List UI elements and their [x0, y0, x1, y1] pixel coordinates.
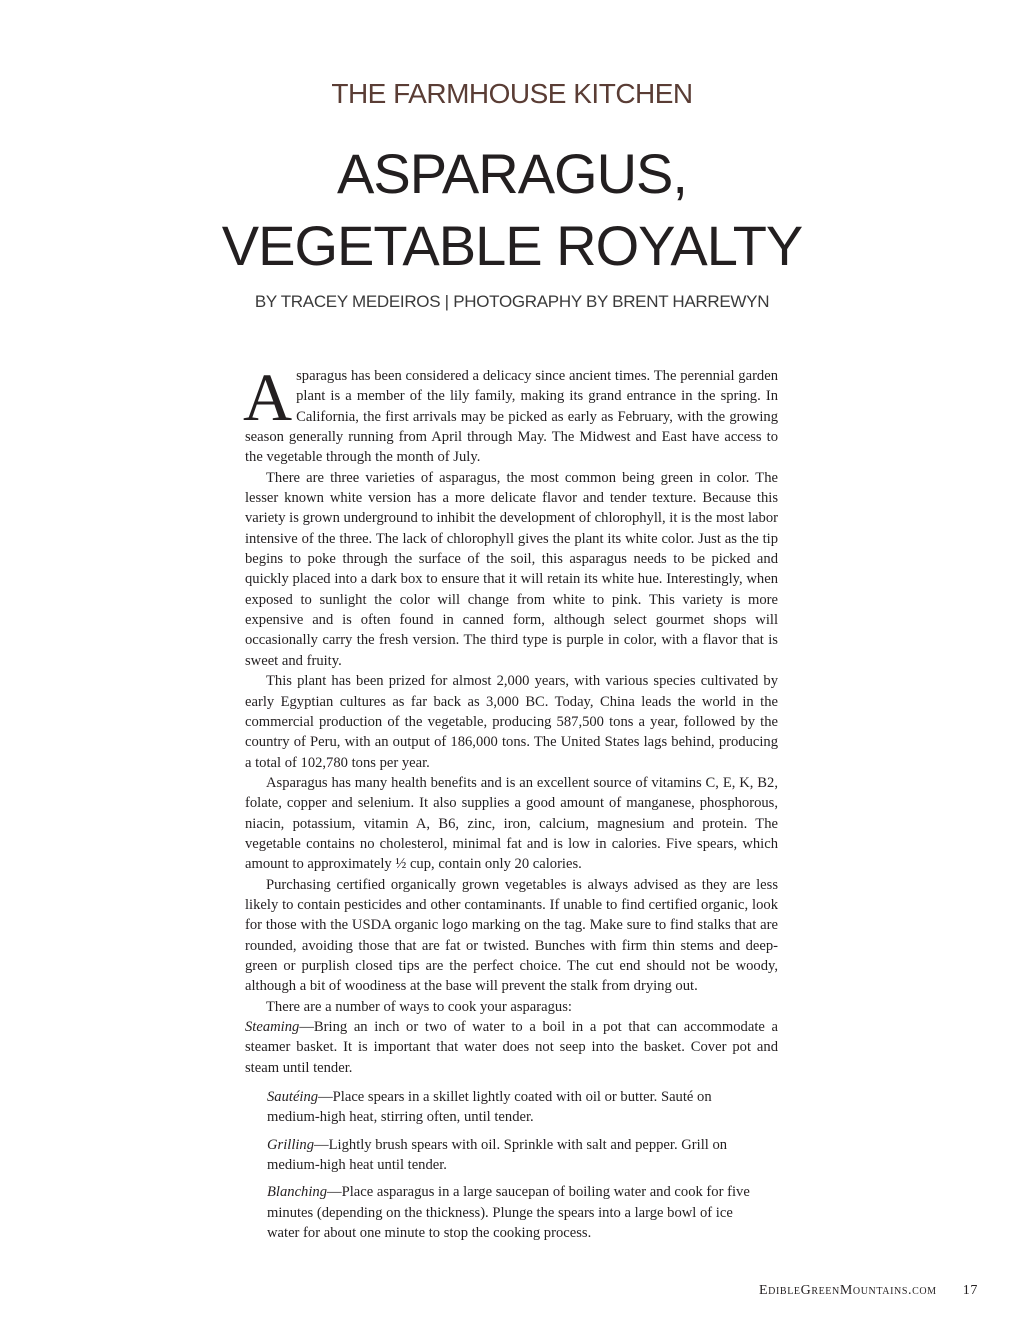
footer-website: EdibleGreenMountains.com [759, 1283, 937, 1298]
paragraph-purchasing: Purchasing certified organically grown vegetables is always advised as they are less likely to contain pesticides and other contaminants. If unable to find certified organic, look for those with the USDA organic logo marking on the tag. Make sure to find stalks that are rounded, avoiding those that are fat or twisted. Bunches with firm thin stems and deep-green or purplish closed tips are the perfect choice. The cut end should not be woody, although a bit of woodiness at the base will prevent the stalk from drying out. [245, 876, 778, 995]
section-label: THE FARMHOUSE KITCHEN [331, 78, 693, 109]
paragraph-health: Asparagus has many health benefits and is an excellent source of vitamins C, E, K, B2, folate, copper and selenium. It also supplies a good amount of manganese, phosphorous, niacin, potassium, vitamin A, B6, zinc, iron, calcium, magnesium and protein. The vegetable contains no cholesterol, minimal fat and is low in calories. Five spears, which amount to approximately ½ cup, contain only 20 calories. [245, 774, 778, 873]
method-text: —Place spears in a skillet lightly coated with oil or butter. Sauté on medium-high heat, stirring often, until tender. [267, 1089, 712, 1126]
article-title-line-2: VEGETABLE ROYALTY [221, 214, 803, 277]
method-blanching [267, 1182, 767, 1243]
method-steaming-text: —Bring an inch or two of water to a boil in a pot that can accommodate a steamer basket. It is important that water does not seep into the basket. Cover pot and steam until tender. [245, 1019, 778, 1076]
drop-cap: A [243, 359, 293, 435]
article-title [0, 138, 1024, 282]
method-grilling [267, 1135, 767, 1176]
article-title-line-1: ASPARAGUS, [337, 142, 687, 205]
method-steaming [245, 1017, 778, 1078]
method-steaming-label: Steaming [245, 1019, 300, 1035]
page-number: 17 [962, 1283, 978, 1298]
paragraph-cooking-intro: There are a number of ways to cook your asparagus: [266, 998, 572, 1015]
method-text: —Place asparagus in a large saucepan of boiling water and cook for five minutes (depending on the thickness). Plunge the spears into a large bowl of ice water for about one minute to stop the cooking process. [267, 1184, 750, 1242]
method-text: —Lightly brush spears with oil. Sprinkle with salt and pepper. Grill on medium-high heat until tender. [267, 1136, 728, 1174]
cooking-methods-list [267, 1087, 767, 1250]
method-label: Blanching [267, 1184, 327, 1201]
method-sauteing [267, 1087, 767, 1128]
method-label: Sautéing [267, 1089, 319, 1105]
page-footer [759, 1283, 978, 1299]
byline: BY TRACEY MEDEIROS | PHOTOGRAPHY BY BRENT HARREWYN [254, 292, 770, 311]
paragraph-varieties: There are three varieties of asparagus, the most common being green in color. The lesser known white version has a more delicate flavor and tender texture. Because this variety is grown underground to inhibit the development of chlorophyll, it is the most labor intensive of the three. The lack of chlorophyll gives the plant its white color. Just as the tip begins to poke through the surface of the soil, this asparagus needs to be picked and quickly placed into a dark box to ensure that it will retain its white hue. Interestingly, when exposed to sunlight the color will change from white to pink. This variety is more expensive and is often found in canned form, although select gourmet shops will occasionally carry the fresh version. The third type is purple in color, with a flavor that is sweet and fruity. [245, 469, 778, 669]
paragraph-history: This plant has been prized for almost 2,000 years, with various species cultivated by early Egyptian cultures as far back as 3,000 BC. Today, China leads the world in the commercial production of the vegetable, producing 587,500 tons a year, followed by the country of Peru, with an output of 186,000 tons. The United States lags behind, producing a total of 102,780 tons per year. [245, 673, 778, 771]
paragraph-intro [243, 359, 778, 468]
method-label: Grilling [267, 1136, 315, 1153]
article-body [243, 359, 778, 1078]
paragraph-intro-text: sparagus has been considered a delicacy since ancient times. The perennial garden plant is a member of the lily family, making its grand entrance in the spring. In California, the first arrivals may be picked as early as February, with the growing season generally running from April through May. The Midwest and East have access to the vegetable through the month of July. [245, 368, 778, 466]
